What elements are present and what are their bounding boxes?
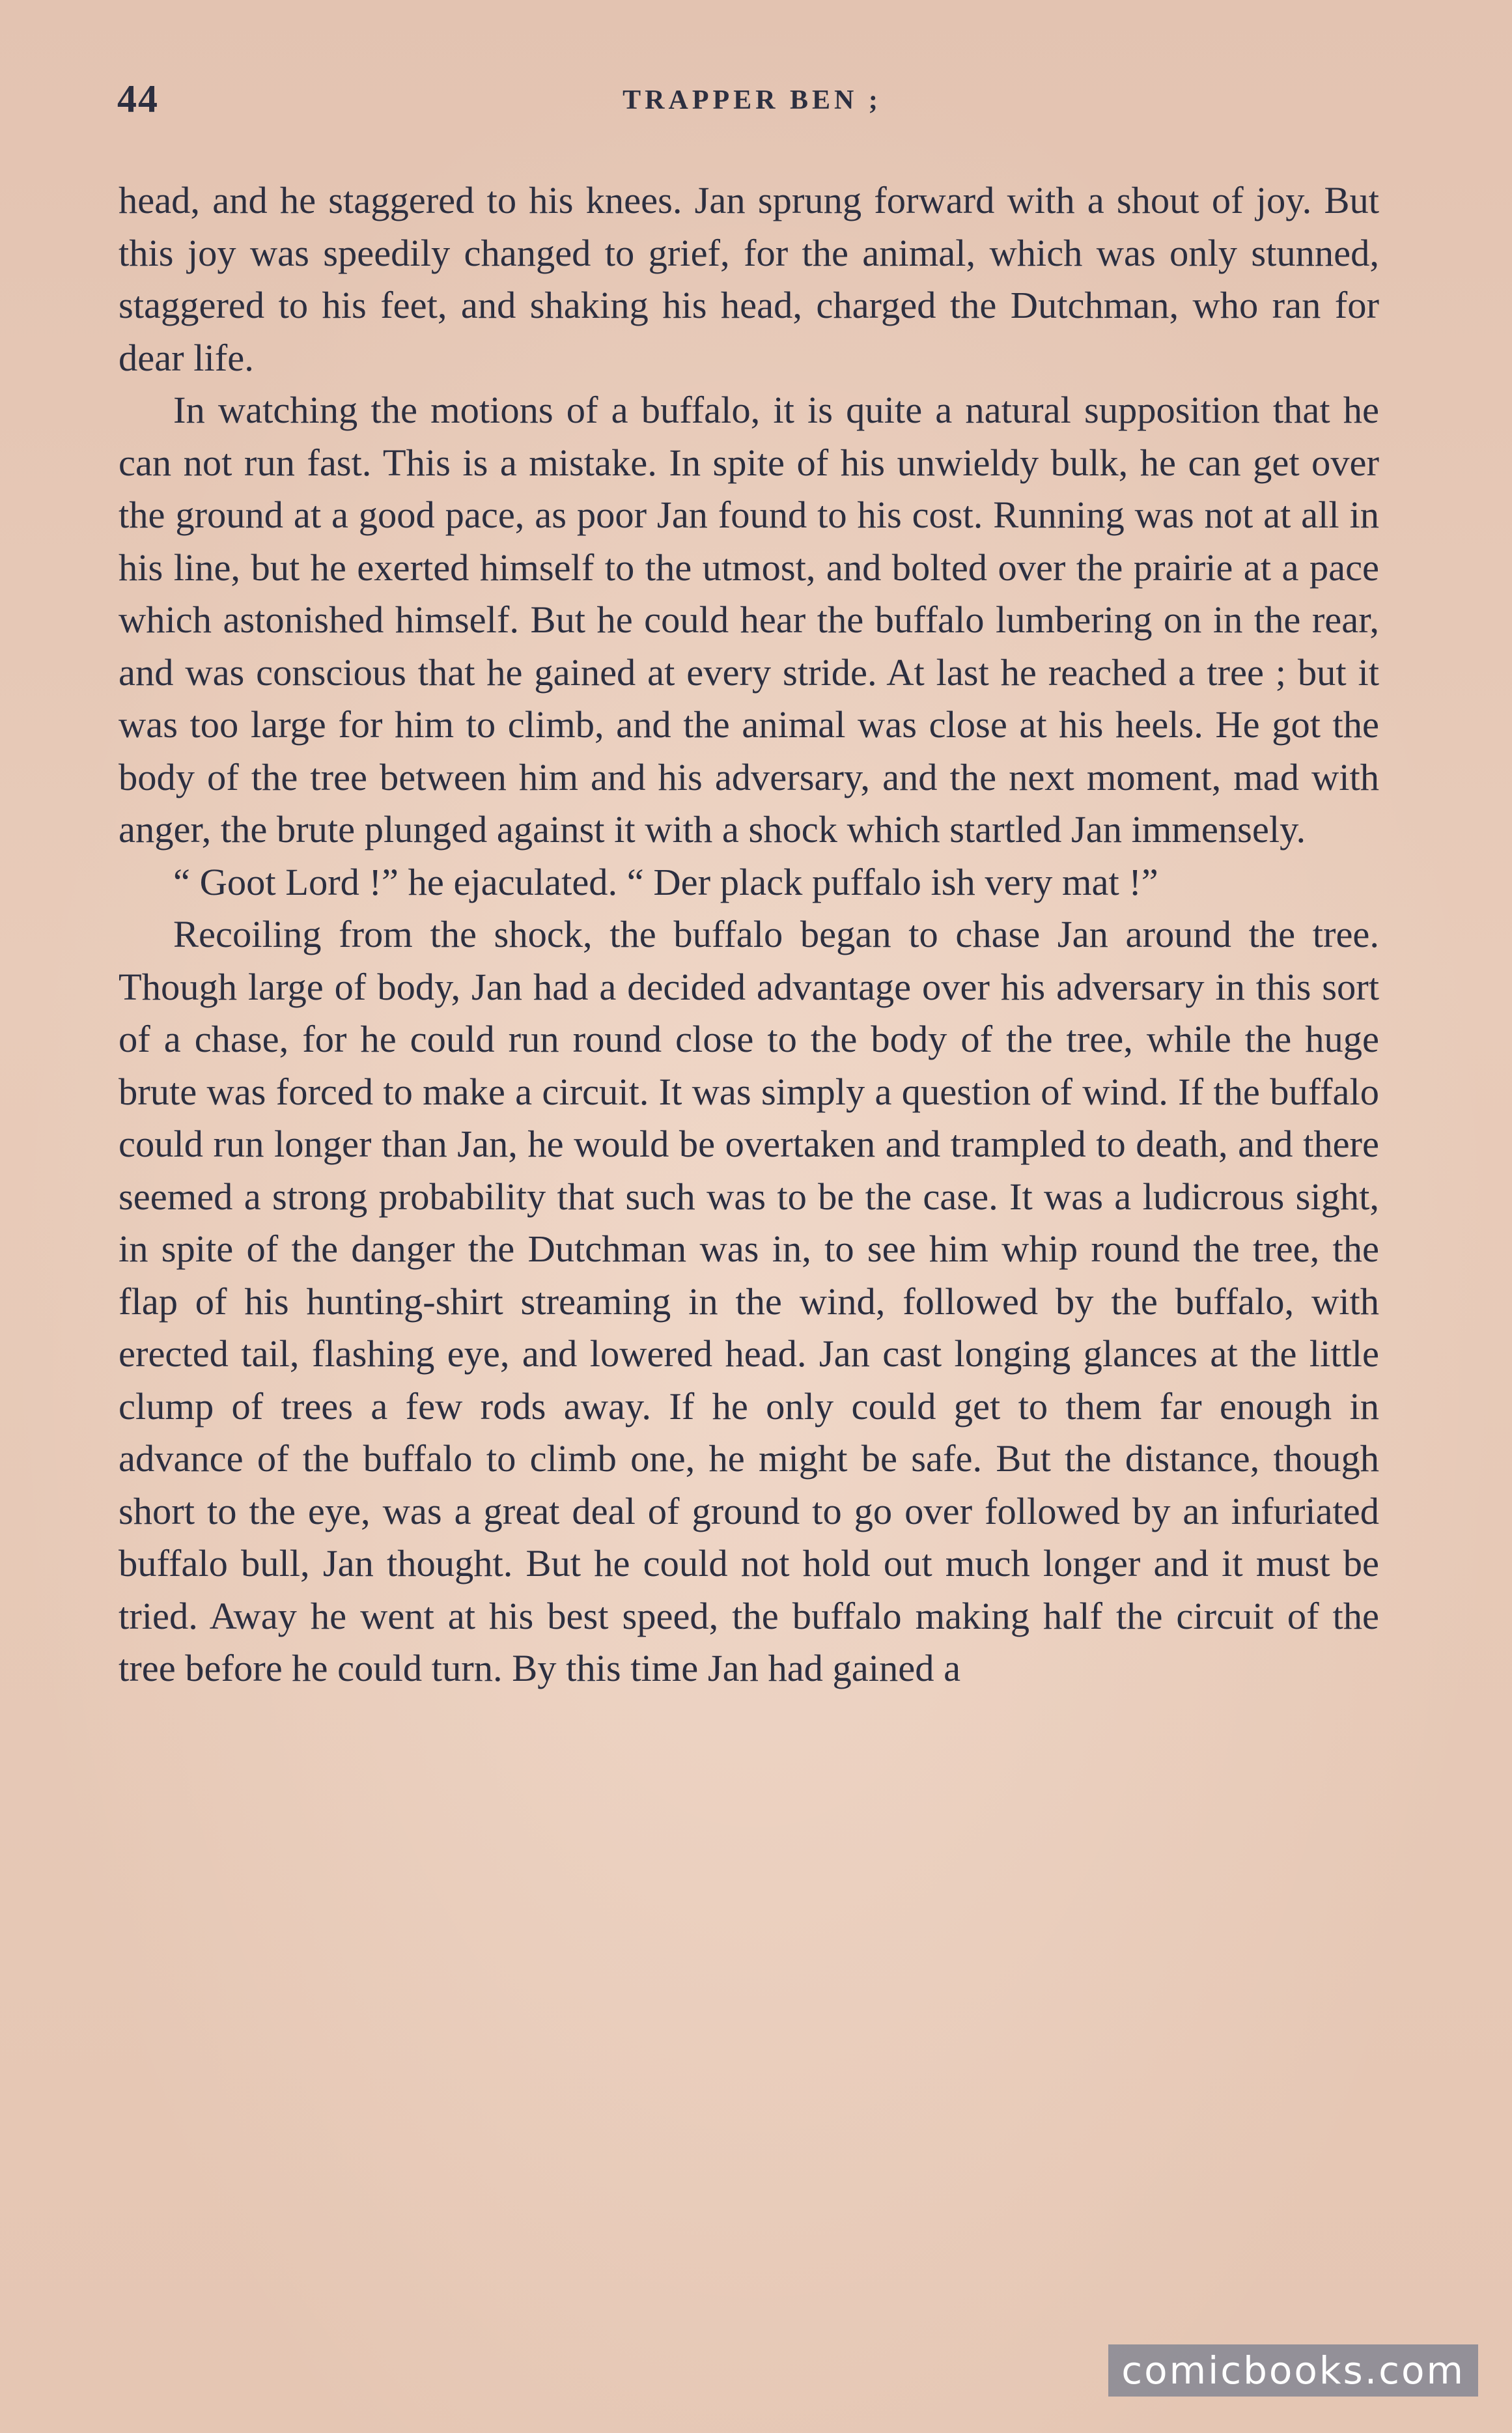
- paragraph: Recoiling from the shock, the buffalo began to chase Jan around the tree. Though large of body, Jan had a decided advantage over his adversary in this sort of a chase, for he could run round close to the body of the tree, while the huge brute was forced to make a circuit. It was simply a question of wind. If the buffalo could run longer than Jan, he would be overtaken and trampled to death, and there seemed a strong probability that such was to be the case. It was a ludicrous sight, in spite of the danger the Dutchman was in, to see him whip round the tree, the flap of his hunting-shirt streaming in the wind, followed by the buffalo, with erected tail, flashing eye, and lowered head. Jan cast longing glances at the little clump of trees a few rods away. If he only could get to them far enough in advance of the buffalo to climb one, he might be safe. But the distance, though short to the eye, was a great deal of ground to go over followed by an infuriated buffalo bull, Jan thought. But he could not hold out much longer and it must be tried. Away he went at his best speed, the buffalo making half the circuit of the tree before he could turn. By this time Jan had gained a: [119, 913, 1379, 1689]
- paragraph: head, and he staggered to his knees. Jan sprung forward with a shout of joy. But this joy was speedily changed to grief, for the animal, which was only stunned, staggered to his feet, and shaking his head, charged the Dutchman, who ran for dear life.: [119, 179, 1379, 379]
- page-header: [117, 77, 1387, 129]
- body-text: [119, 175, 1379, 1695]
- watermark: comicbooks.com: [1108, 2344, 1478, 2397]
- paragraph: In watching the motions of a buffalo, it is quite a natural supposition that he can not run fast. This is a mistake. In spite of his unwieldy bulk, he can get over the ground at a good pace, as poor Jan found to his cost. Running was not at all in his line, but he exerted himself to the utmost, and bolted over the prairie at a pace which astonished himself. But he could hear the buffalo lumbering on in the rear, and was conscious that he gained at every stride. At last he reached a tree ; but it was too large for him to climb, and the animal was close at his heels. He got the body of the tree between him and his adversary, and the next moment, mad with anger, the brute plunged against it with a shock which startled Jan immensely.: [119, 389, 1379, 851]
- page-number: 44: [117, 77, 159, 120]
- paragraph: “ Goot Lord !” he ejaculated. “ Der plack puffalo ish very mat !”: [173, 860, 1158, 903]
- running-title: TRAPPER BEN ;: [623, 85, 882, 115]
